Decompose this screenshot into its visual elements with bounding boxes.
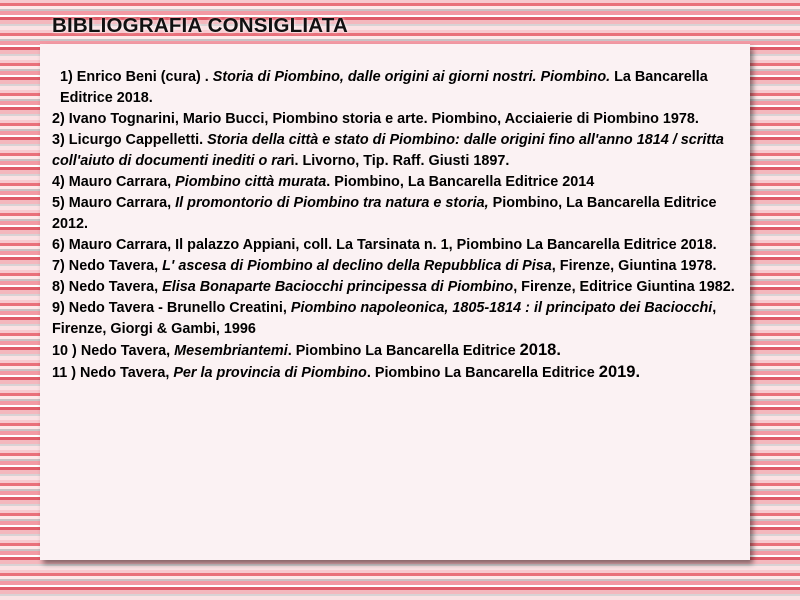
- bibliography-entry-4: 4) Mauro Carrara, Piombino città murata. Piombino, La Bancarella Editrice 2014: [52, 174, 595, 190]
- bibliography-entry-8: 8) Nedo Tavera, Elisa Bonaparte Baciocchi principessa di Piombino, Firenze, Editrice Giuntina 1982.: [52, 279, 735, 295]
- bibliography-entry-6: 6) Mauro Carrara, Il palazzo Appiani, coll. La Tarsinata n. 1, Piombino La Bancarella Editrice 2018.: [52, 237, 717, 253]
- bibliography-panel: [40, 44, 750, 560]
- bibliography-entry-9: 9) Nedo Tavera - Brunello Creatini, Piombino napoleonica, 1805-1814 : il principato dei Baciocchi, Firenze, Giorgi & Gambi, 1996: [52, 300, 717, 337]
- slide-title: BIBLIOGRAFIA CONSIGLIATA: [52, 14, 348, 37]
- bibliography-entry-2: 2) Ivano Tognarini, Mario Bucci, Piombino storia e arte. Piombino, Acciaierie di Piombino 1978.: [52, 111, 699, 127]
- bibliography-entry-5: 5) Mauro Carrara, Il promontorio di Piombino tra natura e storia, Piombino, La Bancarella Editrice 2012.: [52, 195, 717, 232]
- bibliography-entry-1: 1) Enrico Beni (cura) . Storia di Piombino, dalle origini ai giorni nostri. Piombino. La Bancarella Editrice 2018.: [60, 69, 708, 106]
- bibliography-entry-10: 10 ) Nedo Tavera, Mesembriantemi. Piombino La Bancarella Editrice 2018.: [52, 341, 561, 359]
- bibliography-entry-3: 3) Licurgo Cappelletti. Storia della città e stato di Piombino: dalle origini fino all'anno 1814 / scritta coll'aiuto di documenti inediti o rari. Livorno, Tip. Raff. Giusti 1897.: [52, 132, 724, 169]
- bibliography-entry-7: 7) Nedo Tavera, L' ascesa di Piombino al declino della Repubblica di Pisa, Firenze, Giuntina 1978.: [52, 258, 717, 274]
- bibliography-entry-11: 11 ) Nedo Tavera, Per la provincia di Piombino. Piombino La Bancarella Editrice 2019.: [52, 363, 641, 381]
